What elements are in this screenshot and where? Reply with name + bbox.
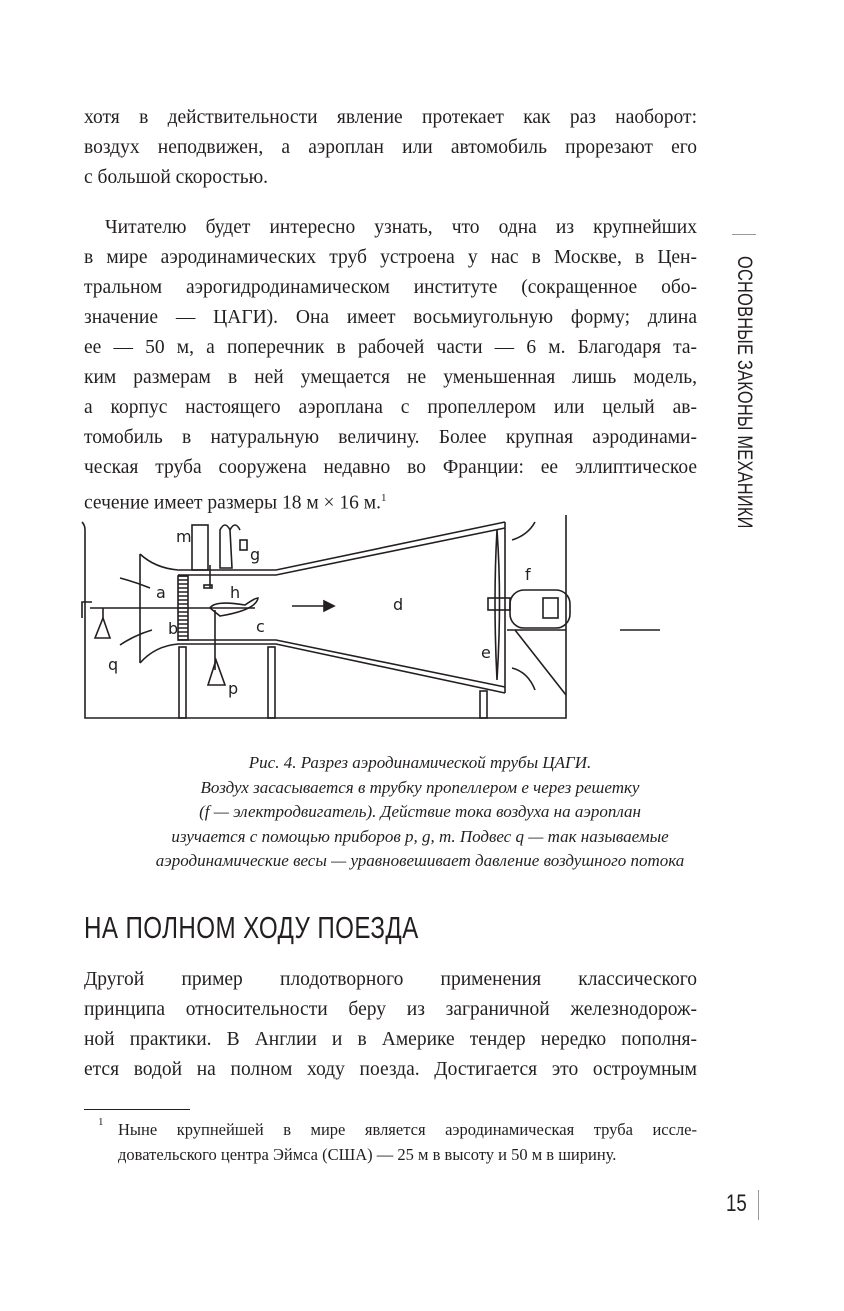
footnote-rule xyxy=(84,1109,190,1110)
footnote-number: 1 xyxy=(98,1116,104,1128)
text-line: принципа относительности беру из заграничной железнодорож- xyxy=(84,999,697,1020)
text-line: ной практики. В Англии и в Америке тендер нередко пополня- xyxy=(84,1029,697,1050)
text-line: Читателю будет интересно узнать, что одна из крупнейших xyxy=(105,217,697,238)
text-line: в мире аэродинамических труб устроена у нас в Москве, в Цен- xyxy=(84,247,697,268)
caption-line: Рис. 4. Разрез аэродинамической трубы ЦАГИ. xyxy=(248,753,592,772)
footnote-line: Ныне крупнейшей в мире является аэродинамическая труба иссле- xyxy=(118,1120,697,1139)
label-d: d xyxy=(393,595,404,614)
section-heading: НА ПОЛНОМ ХОДУ ПОЕЗДА xyxy=(84,910,419,945)
page-number-bar xyxy=(758,1190,759,1220)
text-line: ким размерам в ней умещается не уменьшенная лишь модель, xyxy=(84,367,697,388)
running-head xyxy=(732,256,756,606)
footnote-reference[interactable]: 1 xyxy=(381,492,387,504)
label-b: b xyxy=(168,619,179,638)
wind-tunnel-figure xyxy=(60,510,720,740)
caption-line: аэродинамические весы — уравновешивает давление воздушного потока xyxy=(155,851,685,870)
text-line-content: сечение имеет размеры 18 м × 16 м. xyxy=(84,492,382,514)
text-line: ческая труба сооружена недавно во Франции: ее эллиптическое xyxy=(84,457,697,478)
label-c: c xyxy=(256,617,265,636)
label-m: m xyxy=(176,527,192,546)
text-line: хотя в действительности явление протекает как раз наоборот: xyxy=(84,107,697,128)
label-e: e xyxy=(481,643,491,662)
text-line: ее — 50 м, а поперечник в рабочей части — 6 м. Благодаря та- xyxy=(84,337,697,358)
running-head-text: ОСНОВНЫЕ ЗАКОНЫ МЕХАНИКИ xyxy=(733,256,756,529)
text-line: значение — ЦАГИ). Она имеет восьмиугольную форму; длина xyxy=(84,307,697,328)
text-line: Другой пример плодотворного применения классического xyxy=(84,969,697,990)
text-line: ется водой на полном ходу поезда. Достигается это остроумным xyxy=(84,1059,697,1080)
label-g: g xyxy=(250,545,261,564)
caption-line: Воздух засасывается в трубку пропеллером e через решетку xyxy=(200,777,640,797)
caption-line: (f — электродвигатель). Действие тока воздуха на аэроплан xyxy=(199,802,641,821)
text-line: воздух неподвижен, а аэроплан или автомобиль прорезают его xyxy=(84,137,697,158)
text-line: а корпус настоящего аэроплана с пропеллером или целый ав- xyxy=(84,397,697,418)
label-h: h xyxy=(230,583,241,602)
text-line: с большой скоростью. xyxy=(84,167,269,188)
page-number: 15 xyxy=(726,1190,747,1217)
running-head-bar xyxy=(732,234,756,235)
label-p: p xyxy=(228,679,239,698)
label-f: f xyxy=(525,565,531,584)
caption-line: изучается с помощью приборов p, g, m. Подвес q — так называемые xyxy=(171,826,669,846)
footnote-line: довательского центра Эймса (США) — 25 м в высоту и 50 м в ширину. xyxy=(118,1145,617,1164)
label-a: a xyxy=(156,583,166,602)
text-line: тральном аэрогидродинамическом институте (сокращенное обо- xyxy=(84,277,697,298)
label-q: q xyxy=(108,655,119,674)
text-line: томобиль в натуральную величину. Более крупная аэродинами- xyxy=(84,427,697,448)
